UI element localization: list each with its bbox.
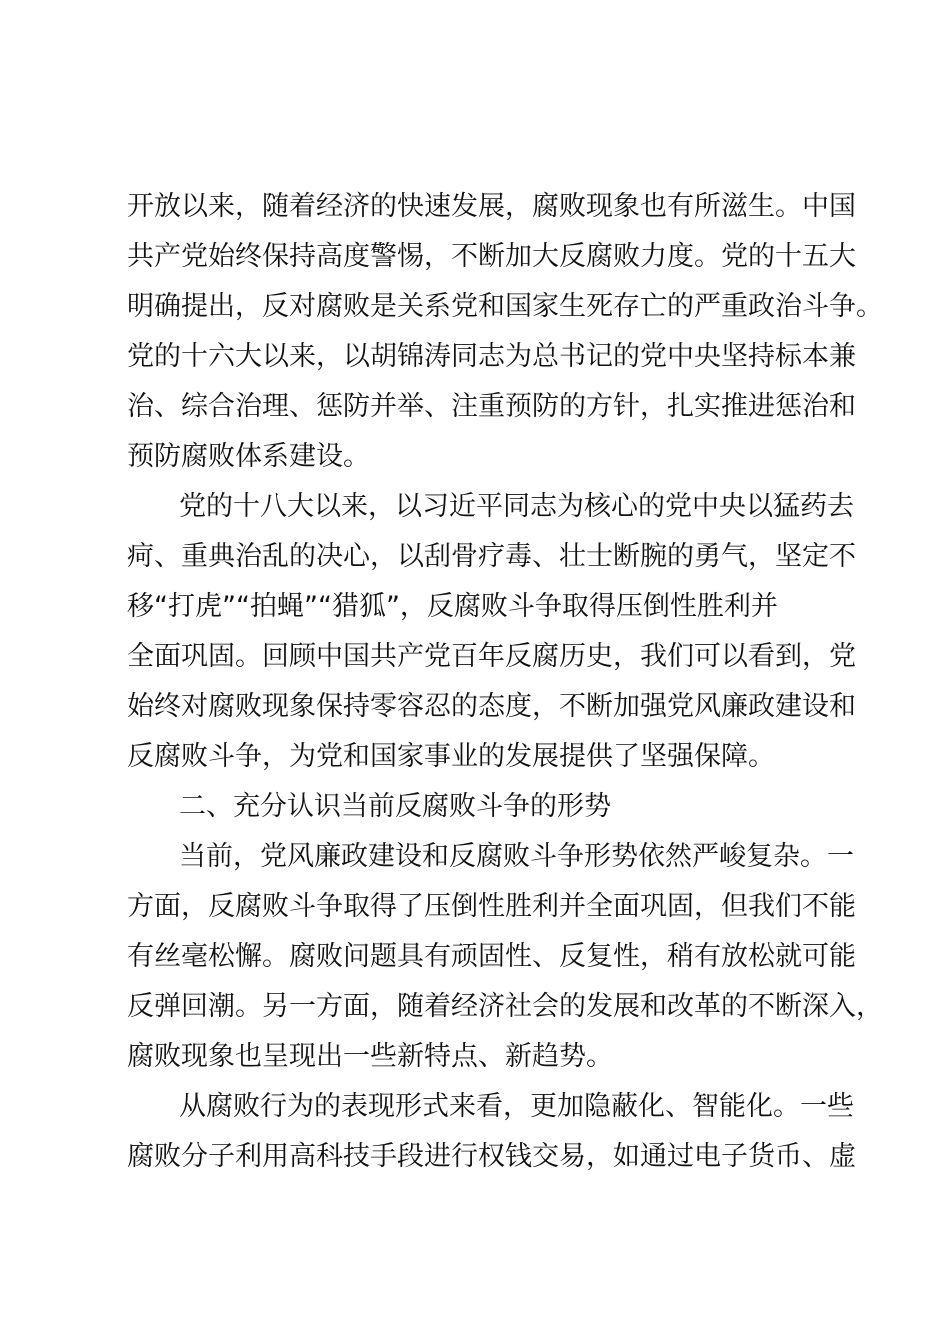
text-line: 预防腐败体系建设。 [127,441,370,472]
text-line: 明确提出，反对腐败是关系党和国家生死存亡的严重政治斗争。 [127,291,883,322]
text-line: 反弹回潮。另一方面，随着经济社会的发展和改革的不断深入， [127,991,883,1022]
text-line: 反腐败斗争，为党和国家事业的发展提供了坚强保障。 [127,741,775,772]
text-line: 党的十六大以来，以胡锦涛同志为总书记的党中央坚持标本兼 [127,341,856,372]
text-line: 共产党始终保持高度警惕，不断加大反腐败力度。党的十五大 [127,241,856,272]
text-line: 治、综合治理、惩防并举、注重预防的方针，扎实推进惩治和 [127,391,856,422]
text-line: 开放以来，随着经济的快速发展，腐败现象也有所滋生。中国 [127,191,856,222]
body-text [127,182,883,1182]
text-line: 方面，反腐败斗争取得了压倒性胜利并全面巩固，但我们不能 [127,891,856,922]
text-line: 腐败分子利用高科技手段进行权钱交易，如通过电子货币、虚 [127,1141,856,1172]
text-line: 有丝毫松懈。腐败问题具有顽固性、反复性，稍有放松就可能 [127,941,856,972]
text-line: 始终对腐败现象保持零容忍的态度，不断加强党风廉政建设和 [127,691,856,722]
paragraph-first-line: 当前，党风廉政建设和反腐败斗争形势依然严峻复杂。一 [179,841,854,872]
paragraph-first-line: 党的十八大以来，以习近平同志为核心的党中央以猛药去 [179,491,854,522]
text-line: 腐败现象也呈现出一些新特点、新趋势。 [127,1041,613,1072]
paragraph-first-line: 从腐败行为的表现形式来看，更加隐蔽化、智能化。一些 [179,1091,854,1122]
text-line: 移“打虎”“拍蝇”“猎狐”，反腐败斗争取得压倒性胜利并 [127,591,778,622]
text-line: 疴、重典治乱的决心，以刮骨疗毒、壮士断腕的勇气，坚定不 [127,541,856,572]
paragraph-first-line: 二、充分认识当前反腐败斗争的形势 [179,791,611,822]
text-line: 全面巩固。回顾中国共产党百年反腐历史，我们可以看到，党 [127,641,856,672]
